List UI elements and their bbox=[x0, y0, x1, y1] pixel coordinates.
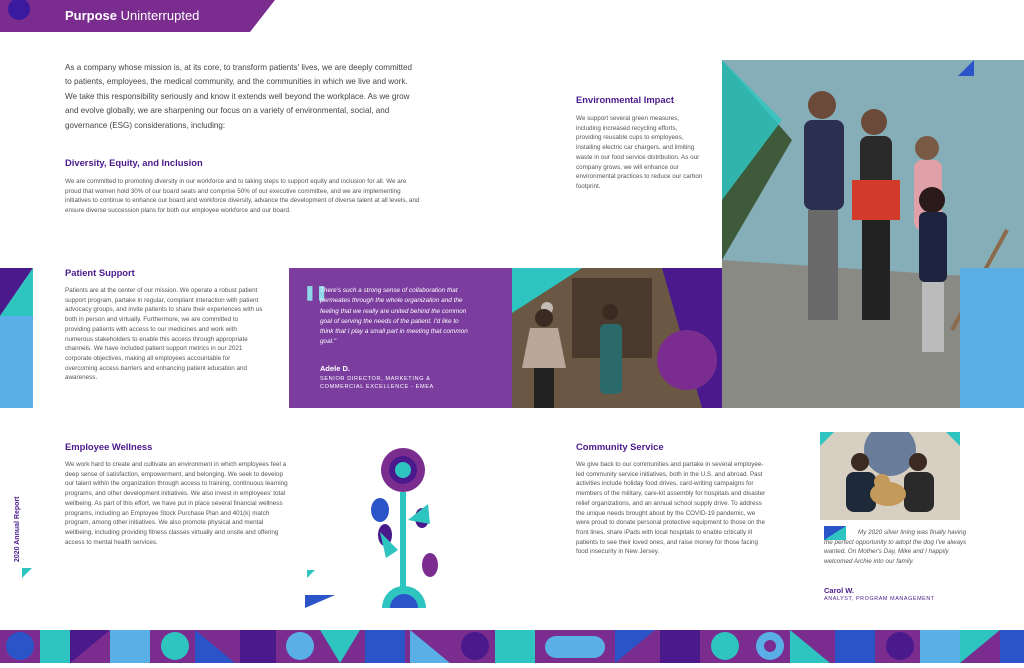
carol-quote: My 2020 silver lining was finally having the perfect opportunity to adopt the dog I've always wanted. On Mother's Day, Mike and I happily welcomed Archie into our family. bbox=[824, 529, 967, 566]
decor-shape bbox=[960, 268, 1024, 408]
bottom-decor-band bbox=[0, 630, 1024, 663]
quote-text: There's such a strong sense of collaboration that permeates through the whole organization and the feeling that we really are united behind the common goal of serving the needs of the patient. I'd like to think that I play a small part in meeting that common goal." bbox=[320, 287, 468, 346]
colleagues-photo bbox=[512, 268, 722, 408]
patient-heading: Patient Support bbox=[65, 267, 135, 278]
dog-adoption-photo bbox=[820, 432, 960, 520]
patient-body: Patients are at the center of our mission. We operate a robust patient support program, partake in regular, compliant interaction with patient advocacy groups, and invite patients to share their experiences with us both in person and virtually. Furthermore, we are committed to providing patients with access to our medicines and work with numerous stakeholders to enable this access through appropriate channels. We have included patient support metrics in our 2021 corporate objectives, making all employees accountable for overcoming access barriers and enhancing patient education and awareness. bbox=[65, 287, 263, 382]
wellness-body: We work hard to create and cultivate an environment in which employees feel a deep sense of satisfaction, empowerment, and belonging. We seek to develop our talent within the organization through access to training, continuous learning programs, and other development initiatives. We also invest in employees' total wellbeing. As part of this effort, we have put in place several financial wellness programs, including an Employee Stock Purchase Plan and 401(k) match program, among other initiatives. We also promote physical and mental wellbeing, including providing fitness classes virtually and onsite and offering access to mental health services. bbox=[65, 461, 288, 546]
dei-body: We are committed to promoting diversity in our workforce and to taking steps to support equity and inclusion for all. We are proud that women hold 30% of our board seats and comprise 50% of our executive committee, and we are implementing initiatives to continue to enhance our board and workforce diversity, advance the development of diverse talent at all levels, and ensure diverse succession plans for both our employee workforce and our board. bbox=[65, 178, 420, 215]
quote-mark-icon: ❚❚ bbox=[304, 284, 328, 300]
intro-paragraph: As a company whose mission is, at its core, to transform patients' lives, we are deeply committed to patients, employees, the medical community, and the communities in which we live and work. We take this responsibility seriously and know it extends well beyond the workplace. As we grow and evolve globally, we are sharpening our focus on a variety of environmental, social, and governance (ESG) considerations, including: bbox=[65, 63, 413, 130]
environment-section bbox=[576, 94, 674, 105]
community-section bbox=[576, 441, 664, 452]
side-report-label: 2020 Annual Report bbox=[14, 496, 21, 562]
patient-section bbox=[65, 267, 135, 278]
decor-shape bbox=[0, 316, 33, 408]
environment-heading: Environmental Impact bbox=[576, 94, 674, 105]
community-body: We give back to our communities and partake in several employee-led community service initiatives, both in the U.S. and abroad. Past activities include holiday food drives, card-writing campaigns for members of the military, care-kit assembly for hospitals and disaster relief organizations, and an annual school supply drive. To address the unique needs brought about by the COVID-19 pandemic, we were proud to donate personal protective equipment to those on the front lines, share iPads with local hospitals to enable critically ill patients to see their loved ones, and raise money for those facing food insecurity in New Jersey. bbox=[576, 461, 766, 556]
decor-triangle-icon bbox=[22, 568, 32, 578]
dei-heading: Diversity, Equity, and Inclusion bbox=[65, 157, 203, 168]
dei-section bbox=[65, 157, 203, 168]
quote-role: SENIOR DIRECTOR, MARKETING & COMMERCIAL EXCELLENCE - EMEA bbox=[320, 376, 434, 390]
wellness-section bbox=[65, 441, 152, 452]
wellness-heading: Employee Wellness bbox=[65, 441, 153, 452]
page-title: Purpose Uninterrupted bbox=[65, 8, 200, 23]
environment-body: We support several green measures, including increased recycling efforts, providing reusable cups to employees, installing electric car chargers, and limiting waste in our food service distribution. As our company grows, we will enhance our environmental practices to reduce our carbon footprint. bbox=[576, 115, 703, 190]
carol-name: Carol W. bbox=[824, 586, 855, 595]
quote-author: Adele D. bbox=[320, 364, 351, 373]
flower-icon bbox=[300, 440, 450, 612]
carol-role: ANALYST, PROGRAM MANAGEMENT bbox=[824, 596, 935, 602]
community-heading: Community Service bbox=[576, 441, 664, 452]
